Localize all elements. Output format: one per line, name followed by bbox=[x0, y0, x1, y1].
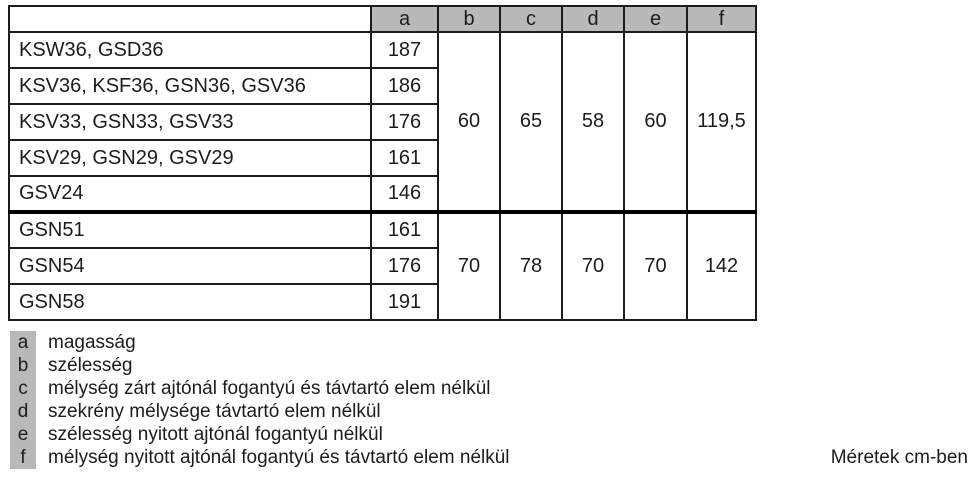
value-a: 146 bbox=[371, 176, 438, 212]
group2-value-e: 70 bbox=[624, 212, 687, 320]
legend-item-a bbox=[10, 331, 510, 354]
legend-label-b: szélesség bbox=[48, 354, 133, 376]
table-header-row bbox=[9, 6, 756, 32]
legend bbox=[10, 331, 510, 469]
value-a: 176 bbox=[371, 104, 438, 140]
group2-value-d: 70 bbox=[562, 212, 624, 320]
model-names: KSV36, KSF36, GSN36, GSV36 bbox=[9, 68, 371, 104]
model-names: GSV24 bbox=[9, 176, 371, 212]
value-a: 187 bbox=[371, 32, 438, 68]
value-a: 186 bbox=[371, 68, 438, 104]
legend-item-b bbox=[10, 354, 510, 377]
header-col-c: c bbox=[500, 6, 562, 32]
value-a: 161 bbox=[371, 212, 438, 248]
model-names: KSV33, GSN33, GSV33 bbox=[9, 104, 371, 140]
model-names: GSN58 bbox=[9, 284, 371, 320]
legend-label-c: mélység zárt ajtónál fogantyú és távtartó elem nélkül bbox=[48, 377, 491, 399]
model-names: KSW36, GSD36 bbox=[9, 32, 371, 68]
legend-key-c: c bbox=[10, 377, 36, 400]
legend-item-d bbox=[10, 400, 510, 423]
header-model-cell bbox=[9, 6, 371, 32]
legend-item-c bbox=[10, 377, 510, 400]
table-row bbox=[9, 212, 756, 248]
header-col-f: f bbox=[687, 6, 756, 32]
group2-value-b: 70 bbox=[438, 212, 500, 320]
dimensions-table-container bbox=[8, 5, 757, 321]
legend-key-f: f bbox=[10, 446, 36, 469]
model-names: KSV29, GSN29, GSV29 bbox=[9, 140, 371, 176]
header-col-d: d bbox=[562, 6, 624, 32]
group1-value-c: 65 bbox=[500, 32, 562, 212]
legend-item-f bbox=[10, 446, 510, 469]
header-col-a: a bbox=[371, 6, 438, 32]
legend-label-f: mélység nyitott ajtónál fogantyú és távtartó elem nélkül bbox=[48, 446, 510, 468]
group1-value-b: 60 bbox=[438, 32, 500, 212]
model-names: GSN54 bbox=[9, 248, 371, 284]
group2-value-f: 142 bbox=[687, 212, 756, 320]
legend-key-d: d bbox=[10, 400, 36, 423]
header-col-e: e bbox=[624, 6, 687, 32]
group2-value-c: 78 bbox=[500, 212, 562, 320]
value-a: 191 bbox=[371, 284, 438, 320]
legend-item-e bbox=[10, 423, 510, 446]
table-row bbox=[9, 32, 756, 68]
group1-value-e: 60 bbox=[624, 32, 687, 212]
units-note: Méretek cm-ben bbox=[830, 447, 968, 468]
legend-label-d: szekrény mélysége távtartó elem nélkül bbox=[48, 400, 381, 422]
legend-key-e: e bbox=[10, 423, 36, 446]
legend-label-e: szélesség nyitott ajtónál fogantyú nélkül bbox=[48, 423, 383, 445]
legend-label-a: magasság bbox=[48, 331, 136, 353]
group1-value-f: 119,5 bbox=[687, 32, 756, 212]
header-col-b: b bbox=[438, 6, 500, 32]
group1-value-d: 58 bbox=[562, 32, 624, 212]
value-a: 176 bbox=[371, 248, 438, 284]
legend-key-b: b bbox=[10, 354, 36, 377]
dimensions-table bbox=[8, 5, 757, 321]
legend-key-a: a bbox=[10, 331, 36, 354]
model-names: GSN51 bbox=[9, 212, 371, 248]
value-a: 161 bbox=[371, 140, 438, 176]
